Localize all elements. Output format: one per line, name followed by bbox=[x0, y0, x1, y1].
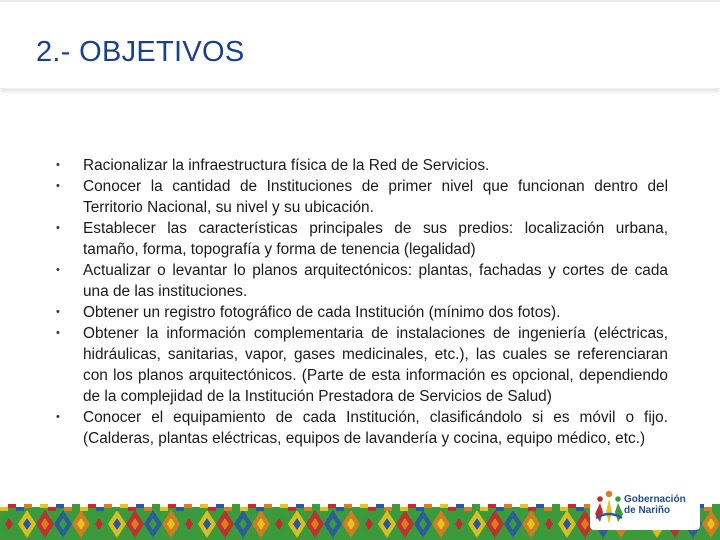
weave-step bbox=[16, 507, 24, 511]
weave-step bbox=[88, 504, 96, 508]
weave-step bbox=[0, 507, 8, 511]
weave-step bbox=[344, 504, 352, 508]
weave-step bbox=[104, 504, 112, 508]
weave-step bbox=[336, 507, 344, 511]
weave-step bbox=[96, 507, 104, 511]
list-item-text: Obtener la información complementaria de instalaciones de ingeniería (eléctricas, hidráulicas, sanitarias, vapor, gases medicinales, etc.), las cuales se referenciaran con los planos arquitectónicos. (Parte de esta información es opcional, dependiendo de la complejidad de la Institución Prestadora de Servicios de Salud) bbox=[83, 325, 668, 405]
slide-title: 2.- OBJETIVOS bbox=[36, 36, 245, 68]
weave-step bbox=[384, 507, 392, 511]
logo-text bbox=[624, 494, 704, 516]
weave-step bbox=[304, 507, 312, 511]
weave-step bbox=[32, 507, 40, 511]
weave-step bbox=[48, 507, 56, 511]
weave-step bbox=[528, 507, 536, 511]
gobernacion-logo bbox=[590, 486, 700, 530]
weave-step bbox=[216, 504, 224, 508]
weave-step bbox=[184, 504, 192, 508]
weave-step bbox=[152, 504, 160, 508]
bullet-icon: • bbox=[56, 327, 60, 339]
weave-step bbox=[168, 504, 176, 508]
list-item bbox=[56, 407, 668, 449]
bullet-icon: • bbox=[56, 306, 60, 318]
weave-step bbox=[416, 507, 424, 511]
weave-step bbox=[568, 504, 576, 508]
weave-step bbox=[224, 507, 232, 511]
logo-line-2: de Nariño bbox=[624, 505, 671, 516]
weave-step bbox=[376, 504, 384, 508]
objectives-list bbox=[56, 155, 668, 449]
weave-step bbox=[712, 504, 720, 508]
weave-step bbox=[256, 507, 264, 511]
list-item bbox=[56, 260, 668, 302]
weave-step bbox=[208, 507, 216, 511]
weave-step bbox=[544, 507, 552, 511]
weave-step bbox=[192, 507, 200, 511]
weave-step bbox=[272, 507, 280, 511]
weave-step bbox=[8, 504, 16, 508]
weave-step bbox=[264, 504, 272, 508]
weave-step bbox=[472, 504, 480, 508]
list-item bbox=[56, 176, 668, 218]
weave-step bbox=[64, 507, 72, 511]
list-item-text: Actualizar o levantar lo planos arquitectónicos: plantas, fachadas y cortes de cada una de las instituciones. bbox=[83, 262, 668, 300]
weave-step bbox=[480, 507, 488, 511]
weave-step bbox=[312, 504, 320, 508]
weave-step bbox=[296, 504, 304, 508]
weave-step bbox=[160, 507, 168, 511]
weave-step bbox=[136, 504, 144, 508]
weave-step bbox=[240, 507, 248, 511]
logo-figures-icon bbox=[592, 488, 626, 528]
weave-step bbox=[176, 507, 184, 511]
bullet-icon: • bbox=[56, 222, 60, 234]
list-item-text: Obtener un registro fotográfico de cada Institución (mínimo dos fotos). bbox=[83, 304, 561, 321]
weave-step bbox=[360, 504, 368, 508]
weave-step bbox=[320, 507, 328, 511]
bullet-icon: • bbox=[56, 264, 60, 276]
weave-step bbox=[496, 507, 504, 511]
weave-step bbox=[512, 507, 520, 511]
weave-step bbox=[704, 507, 712, 511]
weave-step bbox=[128, 507, 136, 511]
weave-step bbox=[368, 507, 376, 511]
list-item bbox=[56, 155, 668, 176]
weave-step bbox=[40, 504, 48, 508]
weave-step bbox=[80, 507, 88, 511]
weave-step bbox=[144, 507, 152, 511]
weave-step bbox=[552, 504, 560, 508]
weave-step bbox=[456, 504, 464, 508]
weave-step bbox=[120, 504, 128, 508]
weave-step bbox=[200, 504, 208, 508]
list-item-text: Conocer el equipamiento de cada Institución, clasificándolo si es móvil o fijo. (Calderas, plantas eléctricas, equipos de lavandería y cocina, equipo médico, etc.) bbox=[83, 409, 668, 447]
list-item-text: Conocer la cantidad de Instituciones de primer nivel que funcionan dentro del Territorio Nacional, su nivel y su ubicación. bbox=[83, 178, 668, 216]
weave-step bbox=[448, 507, 456, 511]
list-item bbox=[56, 218, 668, 260]
weave-step bbox=[432, 507, 440, 511]
weave-step bbox=[576, 507, 584, 511]
weave-step bbox=[248, 504, 256, 508]
weave-step bbox=[232, 504, 240, 508]
weave-step bbox=[440, 504, 448, 508]
weave-step bbox=[560, 507, 568, 511]
weave-step bbox=[408, 504, 416, 508]
weave-step bbox=[328, 504, 336, 508]
weave-step bbox=[72, 504, 80, 508]
weave-step bbox=[424, 504, 432, 508]
bullet-icon: • bbox=[56, 159, 60, 171]
title-top-line bbox=[0, 0, 720, 2]
logo-line-1: Gobernación bbox=[624, 494, 686, 505]
list-item bbox=[56, 302, 668, 323]
weave-step bbox=[24, 504, 32, 508]
weave-step bbox=[56, 504, 64, 508]
weave-step bbox=[504, 504, 512, 508]
bullet-icon: • bbox=[56, 411, 60, 423]
list-item bbox=[56, 323, 668, 407]
weave-step bbox=[520, 504, 528, 508]
weave-step bbox=[280, 504, 288, 508]
list-item-text: Racionalizar la infraestructura física de la Red de Servicios. bbox=[83, 157, 490, 174]
weave-step bbox=[392, 504, 400, 508]
title-band bbox=[0, 0, 720, 89]
list-item-text: Establecer las características principales de sus predios: localización urbana, tamaño, forma, topografía y forma de tenencia (legalidad) bbox=[83, 220, 668, 258]
weave-step bbox=[288, 507, 296, 511]
bullet-icon: • bbox=[56, 180, 60, 192]
weave-step bbox=[488, 504, 496, 508]
weave-step bbox=[352, 507, 360, 511]
weave-step bbox=[400, 507, 408, 511]
weave-step bbox=[536, 504, 544, 508]
weave-step bbox=[112, 507, 120, 511]
weave-step bbox=[464, 507, 472, 511]
